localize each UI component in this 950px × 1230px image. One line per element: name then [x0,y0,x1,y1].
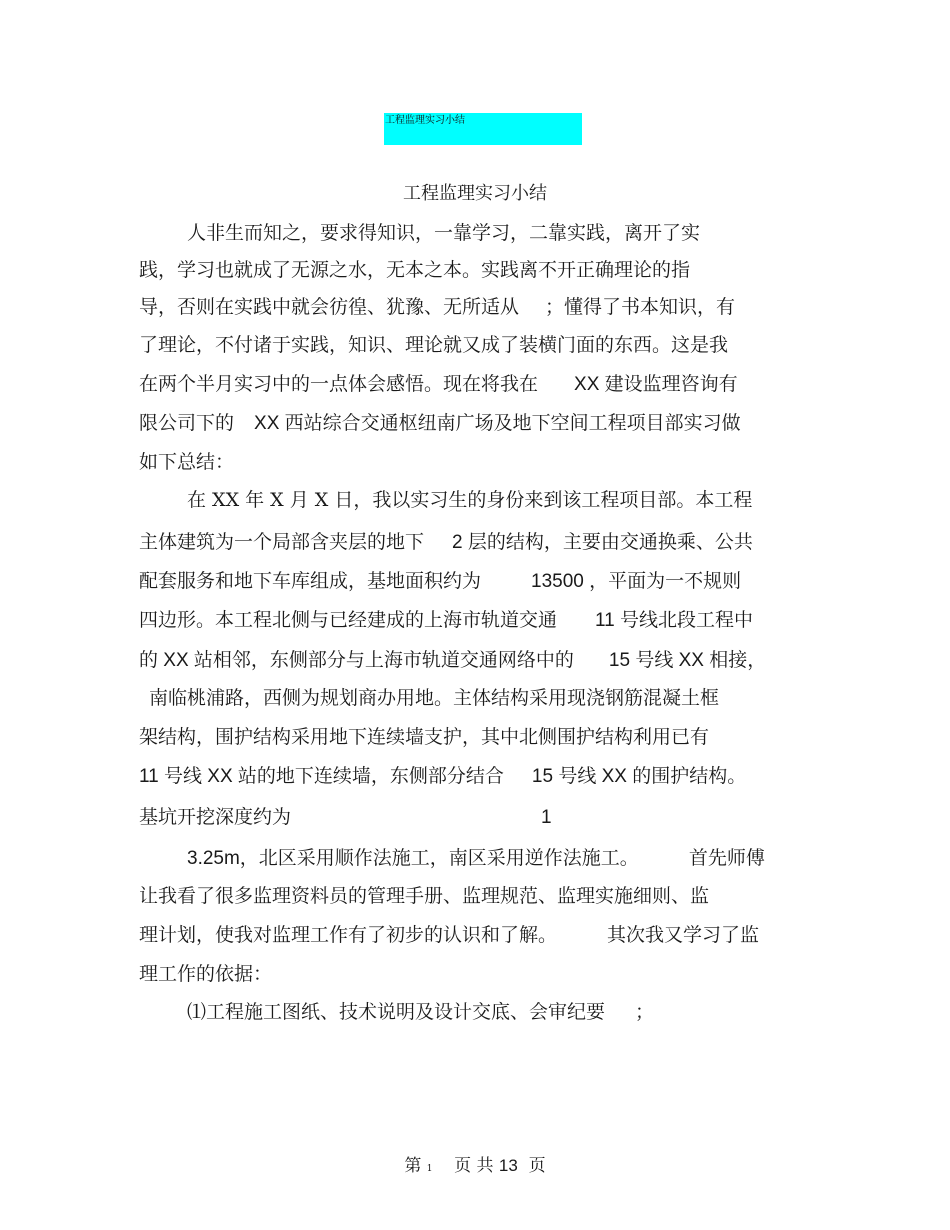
text-segment: 15 号线 XX 相接， [608,650,767,671]
body-line [139,450,234,474]
body-line [187,846,765,871]
text-segment: 2 层的结构，主要由交通换乘、公共 [452,532,753,553]
body-line [139,295,735,319]
text-segment: ；懂得了书本知识，有 [545,296,736,318]
footer-prefix: 第 [404,1156,422,1176]
text-segment: 理计划，使我对监理工作有了初步的认识和了解。 [139,924,558,946]
body-line [139,884,709,908]
text-segment: 导，否则在实践中就会彷徨、犹豫、无所适从 [139,296,520,318]
body-line [139,411,741,436]
footer-suffix: 页 [528,1156,546,1176]
body-line [139,805,552,830]
body-line [149,686,719,710]
text-segment: 11 号线 XX 站的地下连续墙，东侧部分结合 [139,766,504,787]
text-segment: 理工作的依据： [139,963,273,985]
body-line [139,648,766,673]
text-segment: 3.25m，北区采用顺作法施工，南区采用逆作法施工。 [187,848,639,869]
text-segment: 15 号线 XX 的围护结构。 [531,766,747,787]
body-line [139,608,753,633]
body-line [139,923,759,947]
text-segment: 13500 ，平面为一不规则 [531,571,742,592]
text-segment: ⑴工程施工图纸、技术说明及设计交底、会审纪要 [187,1001,606,1023]
text-segment: 的 XX 站相邻，东侧部分与上海市轨道交通网络中的 [139,650,574,671]
text-segment: 11 号线北段工程中 [595,610,754,631]
body-line [139,725,709,749]
document-title: 工程监理实习小结 [403,183,547,204]
total-pages: 13 [498,1156,518,1175]
body-line [187,1000,654,1024]
text-segment: 基坑开挖深度约为 [139,806,292,828]
text-segment: 首先师傅 [688,847,765,869]
text-segment: 配套服务和地下车库组成，基地面积约为 [139,570,482,592]
text-segment: 让我看了很多监理资料员的管理手册、监理规范、监理实施细则、监 [139,885,710,907]
header-highlight-box: 工程监理实习小结 [384,113,582,145]
text-segment: 限公司下的 [139,412,235,434]
text-segment: 如下总结： [139,451,235,473]
text-segment: 践，学习也就成了无源之水，无本之本。实践离不开正确理论的指 [139,259,691,281]
current-page-number: 1 [426,1164,433,1174]
body-line [187,221,700,245]
body-line [139,258,690,282]
body-line [139,569,741,594]
text-segment: XX 建设监理咨询有 [574,374,738,395]
page-footer [0,1154,950,1181]
body-line [139,764,746,789]
text-segment: ； [635,1001,655,1023]
text-segment: 四边形。本工程北侧与已经建成的上海市轨道交通 [139,609,558,631]
text-segment: 了理论，不付诸于实践，知识、理论就又成了装横门面的东西。这是我 [139,334,729,356]
text-segment: 主体建筑为一个局部含夹层的地下 [139,531,425,553]
body-line [139,333,728,357]
body-line [187,488,752,512]
body-line [139,530,753,555]
footer-middle: 页 共 [454,1156,494,1176]
text-segment: 其次我又学习了监 [607,924,760,946]
text-segment: 南临桃浦路，西侧为规划商办用地。主体结构采用现浇钢筋混凝土框 [149,687,720,709]
text-segment: 在 XX 年 X 月 X 日，我以实习生的身份来到该工程项目部。本工程 [187,489,753,511]
text-segment: 人非生而知之，要求得知识，一靠学习，二靠实践，离开了实 [187,222,701,244]
text-segment: XX 西站综合交通枢纽南广场及地下空间工程项目部实习做 [254,413,741,434]
body-line [139,372,738,397]
text-segment: 1 [541,807,552,828]
text-segment: 在两个半月实习中的一点体会感悟。现在将我在 [139,373,539,395]
body-line [139,962,272,986]
text-segment: 架结构，围护结构采用地下连续墙支护，其中北侧围护结构利用已有 [139,726,710,748]
